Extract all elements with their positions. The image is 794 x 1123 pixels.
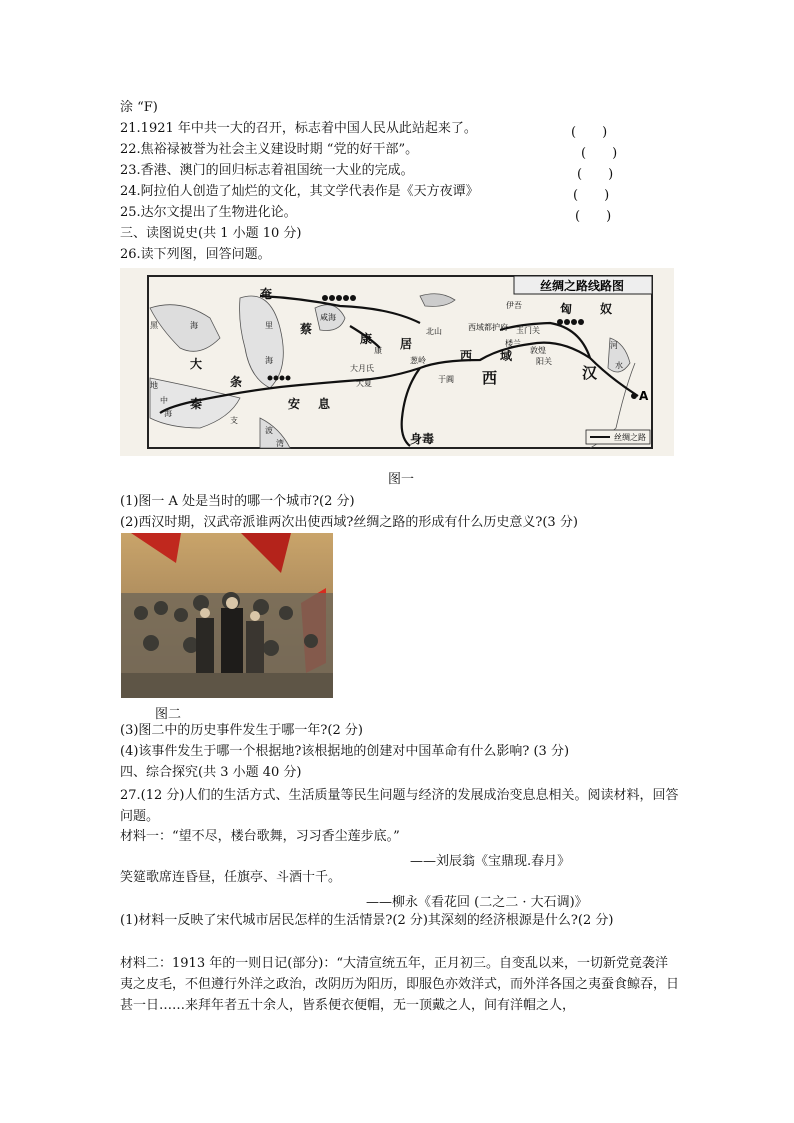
map-label: 大夏 <box>356 379 372 388</box>
map-label: 海 <box>265 356 273 365</box>
map-label: 域 <box>500 349 513 363</box>
map-label: 大 <box>190 357 203 371</box>
map-label: 奴 <box>600 302 613 316</box>
map-label: 里 <box>265 321 273 330</box>
answer-blank-22: ( ) <box>581 146 618 161</box>
answer-blank-25: ( ) <box>575 209 612 224</box>
map-label: 楼兰 <box>505 339 521 348</box>
material-1-source: ——刘辰翁《宝鼎现.春月》 <box>410 854 571 869</box>
legend-label: 丝绸之路 <box>614 433 646 442</box>
city-a-marker <box>631 393 637 399</box>
answer-blank-24: ( ) <box>573 188 610 203</box>
map-label: 康 <box>360 332 373 346</box>
map-label: 西 <box>482 369 498 387</box>
map-label: 海 <box>164 409 172 418</box>
judge-item-24: 24.阿拉伯人创造了灿烂的文化，其文学代表作是《天方夜谭》 <box>120 184 479 199</box>
question-27-1: (1)材料一反映了宋代城市居民怎样的生活情景?(2 分)其深刻的经济根源是什么?(2 分) <box>120 913 614 928</box>
map-label: 阳关 <box>536 357 552 366</box>
material-1: 材料一：“望不尽，楼台歌舞，习习香尘莲步底。” <box>120 829 400 844</box>
map-label: 葱岭 <box>410 356 426 365</box>
material-1-source-2: ——柳永《看花回 (二之二 · 大石调)》 <box>366 895 588 910</box>
map-label: 汉 <box>582 364 598 382</box>
map-label: 伊吾 <box>506 301 522 310</box>
map-label: 敦煌 <box>530 346 546 355</box>
judge-item-25: 25.达尔文提出了生物进化论。 <box>120 205 297 220</box>
figure-2-caption: 图二 <box>155 707 182 722</box>
map-label: 居 <box>400 337 413 351</box>
map-label: 秦 <box>190 397 203 411</box>
map-label: 波 <box>265 426 273 435</box>
map-label: 中 <box>160 396 168 405</box>
section-3-title: 三、读图说史(共 1 小题 10 分) <box>120 226 302 241</box>
map-label: 奄 <box>260 287 273 301</box>
section-4-title: 四、综合探究(共 3 小题 40 分) <box>120 765 302 780</box>
map-label: 支 <box>230 416 238 425</box>
map-label: 水 <box>615 361 623 370</box>
map-label: 康 <box>374 346 382 355</box>
map-label: 湾 <box>276 439 284 448</box>
map-label: 条 <box>230 375 243 389</box>
judge-item-21: 21.1921 年中共一大的召开，标志着中国人民从此站起来了。 <box>120 121 477 136</box>
question-26: 26.读下列图，回答问题。 <box>120 247 271 262</box>
map-label: 身毒 <box>410 432 435 446</box>
answer-blank-23: ( ) <box>577 167 614 182</box>
judge-item-22: 22.焦裕禄被誉为社会主义建设时期 “党的好干部”。 <box>120 142 419 157</box>
map-label: 黑 <box>150 321 158 330</box>
silk-road-map <box>120 268 674 456</box>
city-a-label: A <box>639 389 649 403</box>
question-26-4: (4)该事件发生于哪一个根据地?该根据地的创建对中国革命有什么影响? (3 分) <box>120 744 570 759</box>
material-1-verse: 笑筵歌席连昏昼，任旗亭、斗酒十千。 <box>120 870 342 885</box>
map-label: 息 <box>318 397 331 411</box>
map-label: 河 <box>610 341 618 350</box>
map-label: 地 <box>150 381 158 390</box>
material-2: 材料二：1913 年的一则日记(部分)：“大清宣统五年，正月初三。自变乱以来，一切新党竟袭洋夷之皮毛，不但遵行外洋之政治，改阴历为阳历，即服色亦效洋式，而外洋各国之夷蚕食鲸吞，日甚一日……来拜年者五十余人，皆系便衣便帽，无一顶戴之人，间有洋帽之人， <box>120 956 680 1013</box>
map-label: 海 <box>190 321 198 330</box>
question-27-intro: 27.(12 分)人们的生活方式、生活质量等民生问题与经济的发展成治变息息相关。阅读材料，回答问题。 <box>120 788 679 824</box>
map-title: 丝绸之路线路图 <box>539 279 625 293</box>
question-26-1: (1)图一 A 处是当时的哪一个城市?(2 分) <box>120 494 355 509</box>
figure-1-caption: 图一 <box>388 472 415 487</box>
map-label: 咸海 <box>320 313 336 322</box>
top-note: 涂 “F) <box>120 100 158 115</box>
map-label: 西域都护府 <box>468 323 508 332</box>
judge-item-23: 23.香港、澳门的回归标志着祖国统一大业的完成。 <box>120 163 414 178</box>
map-label: 北山 <box>426 327 442 336</box>
map-label: 蔡 <box>300 322 313 336</box>
map-label: 匈 <box>560 302 573 316</box>
map-label: 于阗 <box>438 375 454 384</box>
map-label: 玉门关 <box>516 326 540 335</box>
map-label: 西 <box>460 349 473 363</box>
historical-painting <box>121 533 333 698</box>
map-label: 大月氏 <box>350 364 374 373</box>
map-label: 安 <box>288 397 301 411</box>
question-26-3: (3)图二中的历史事件发生于哪一年?(2 分) <box>120 723 363 738</box>
answer-blank-21: ( ) <box>571 125 608 140</box>
question-26-2: (2)西汉时期，汉武帝派谁两次出使西域?丝绸之路的形成有什么历史意义?(3 分) <box>120 515 578 530</box>
